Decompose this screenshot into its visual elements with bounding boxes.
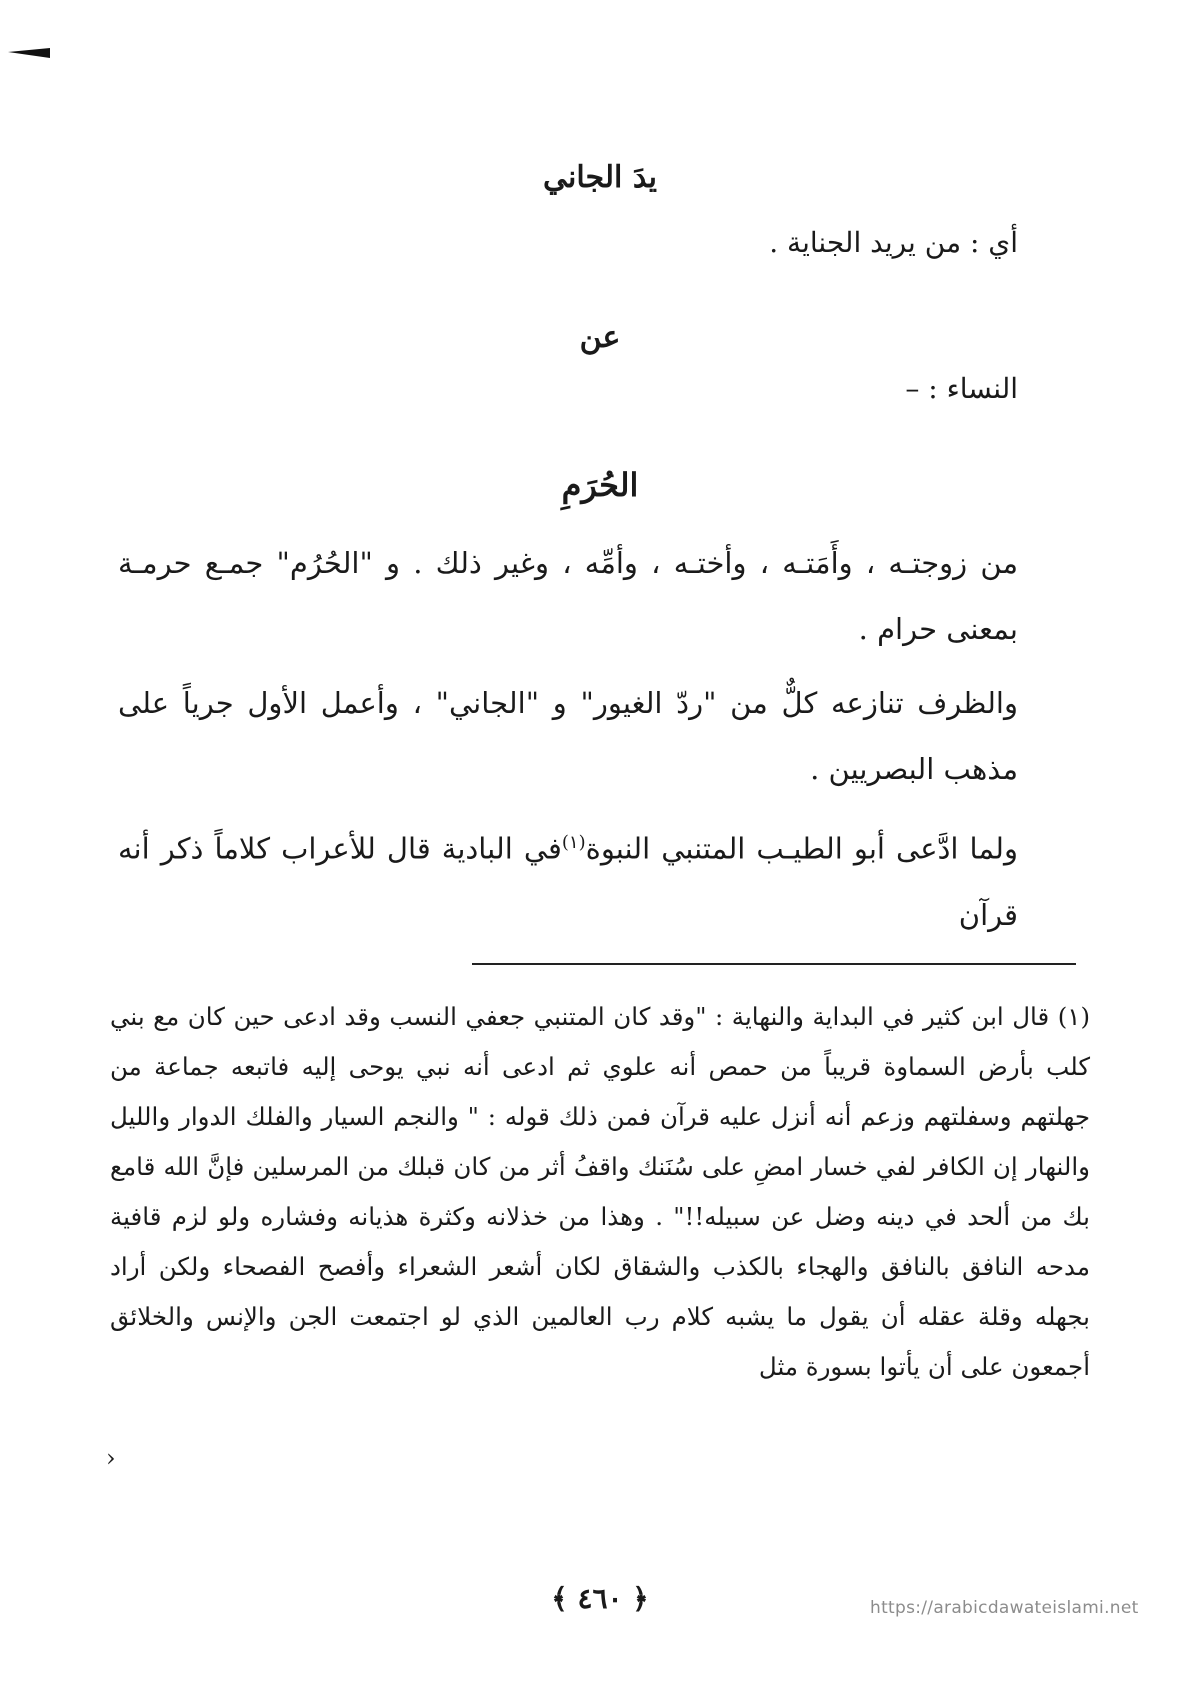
footnote-marker: (١) — [561, 832, 586, 853]
heading-al-hurum: الحُرَمِ — [561, 466, 639, 504]
heading-yad-al-jani: يدَ الجاني — [543, 160, 657, 195]
paragraph-3-start: ولما ادَّعى أبو الطيـب المتنبي النبوة — [585, 831, 1018, 866]
gloss-line: أي : من يريد الجناية . — [769, 226, 1018, 259]
footnote-text: (١) قال ابن كثير في البداية والنهاية : "وقد كان المتنبي جعفي النسب وقد ادعى حين كان مع بني كلب بأرض السماوة قريباً من حمص أنه علوي ثم ادعى أنه نبي يوحى إليه فاتبعه جماعة من جهلتهم وسفلتهم وزعم أنه أنزل عليه قرآن فمن ذلك قوله : " والنجم السيار والفلك الدوار والليل والنهار إن الكافر لفي خسار امضِ على سُنَنك واقفُ أثر من كان قبلك من المرسلين فإنَّ الله قامع بك من ألحد في دينه وضل عن سبيله!!" . وهذا من خذلانه وكثرة هذيانه وفشاره ولو لزم قافية مدحه النافق بالنافق والهجاء بالكذب والشقاق لكان أشعر الشعراء وأفصح الفصحاء ولكن أراد بجهله وقلة عقله أن يقول ما يشبه كلام رب العالمين الذي لو اجتمعت الجن والإنس والخلائق أجمعون على أن يأتوا بسورة مثل — [110, 1002, 1090, 1381]
paragraph-1: من زوجتـه ، وأَمَتـه ، وأختـه ، وأمِّه ، وغير ذلك . و "الحُرُم" جمـع حرمـة بمعنى حرام . — [118, 546, 1018, 646]
heading-an: عن — [579, 320, 621, 355]
nisa-line: النساء : – — [905, 372, 1018, 405]
paragraph-3-end: في البادية قال للأعراب كلاماً ذكر أنه قرآن — [118, 831, 1018, 932]
paragraph-2: والظرف تنازعه كلٌّ من "ردّ الغيور" و "الجاني" ، وأعمل الأول جرياً على مذهب البصريين . — [118, 686, 1018, 786]
corner-arrow-icon — [8, 46, 50, 60]
footnote-continuation-mark: › — [106, 1444, 116, 1472]
page-number: ﴿ ٤٦٠ ﴾ — [551, 1582, 649, 1615]
footnote-divider — [472, 963, 1076, 965]
watermark-url: https://arabicdawateislami.net — [870, 1598, 1139, 1618]
paragraph-3 — [118, 810, 1018, 948]
